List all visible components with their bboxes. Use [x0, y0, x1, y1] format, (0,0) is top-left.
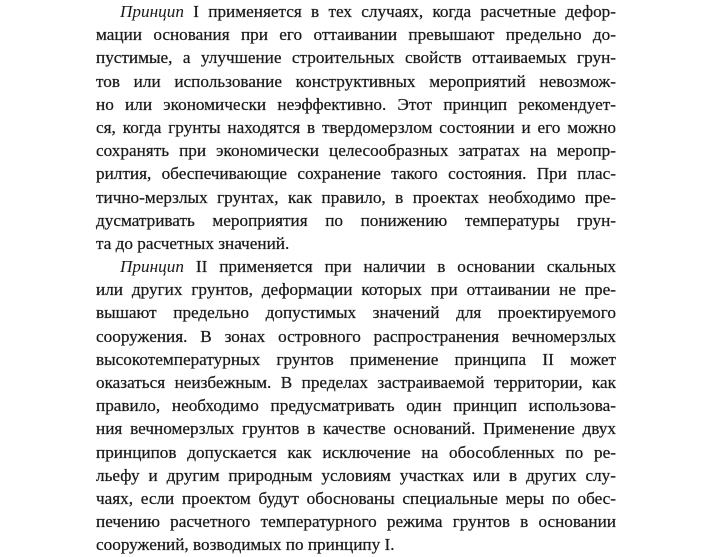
text-line: сооружения. В зонах островного распространения вечномерзлых: [96, 326, 616, 346]
text-line: высокотемпературных грунтов применение принципа II может: [96, 349, 616, 369]
italic-term: Принцип: [120, 2, 184, 21]
text-line: сооружений, возводимых по принципу I.: [96, 535, 395, 555]
text-line: но или экономически неэффективно. Этот принцип рекомендует-: [96, 94, 616, 114]
text-line: сохранять при экономически целесообразных затратах на меропр-: [96, 141, 616, 161]
text-line: или других грунтов, деформации которых при оттаивании не пре-: [96, 280, 616, 300]
text-line: печению расчетного температурного режима грунтов в основании: [96, 512, 616, 532]
text-line: мации основания при его оттаивании превышают предельно до-: [96, 25, 616, 45]
text-line: тов или использование конструктивных мероприятий невозмож-: [96, 71, 616, 91]
text-line: чаях, если проектом будут обоснованы специальные меры по обес-: [96, 488, 616, 508]
text-line: ся, когда грунты находятся в твердомерзлом состоянии и его можно: [96, 117, 616, 137]
text-line-content: II применяется при наличии в основании скальных: [183, 257, 616, 277]
text-line: льефу и другим природным условиям участках или в других слу-: [96, 465, 616, 485]
text-line: [96, 0, 616, 23]
text-line-content: I применяется в тех случаях, когда расчетные дефор-: [183, 2, 616, 21]
text-line: вышают предельно допустимых значений для проектируемого: [96, 303, 616, 323]
text-line: рилтия, обеспечивающие сохранение такого состояния. При плас-: [96, 164, 616, 184]
text-line: та до расчетных значений.: [96, 233, 290, 253]
text-line: оказаться неизбежным. В пределах застраиваемой территории, как: [96, 373, 616, 392]
text-line: дусматривать мероприятия по понижению температуры грун-: [96, 210, 616, 230]
body-text: [96, 0, 616, 557]
italic-term: Принцип: [120, 257, 184, 277]
text-line: ния вечномерзлых грунтов в качестве оснований. Применение двух: [96, 419, 616, 439]
text-line: правило, необходимо предусматривать один принцип использова-: [96, 396, 616, 416]
text-line: тично-мерзлых грунтах, как правило, в проектах необходимо пре-: [96, 187, 616, 207]
text-line: [96, 255, 616, 278]
text-line: принципов допускается как исключение на обособленных по ре-: [96, 442, 616, 462]
text-line: пустимые, а улучшение строительных свойств оттаиваемых грун-: [96, 48, 616, 68]
